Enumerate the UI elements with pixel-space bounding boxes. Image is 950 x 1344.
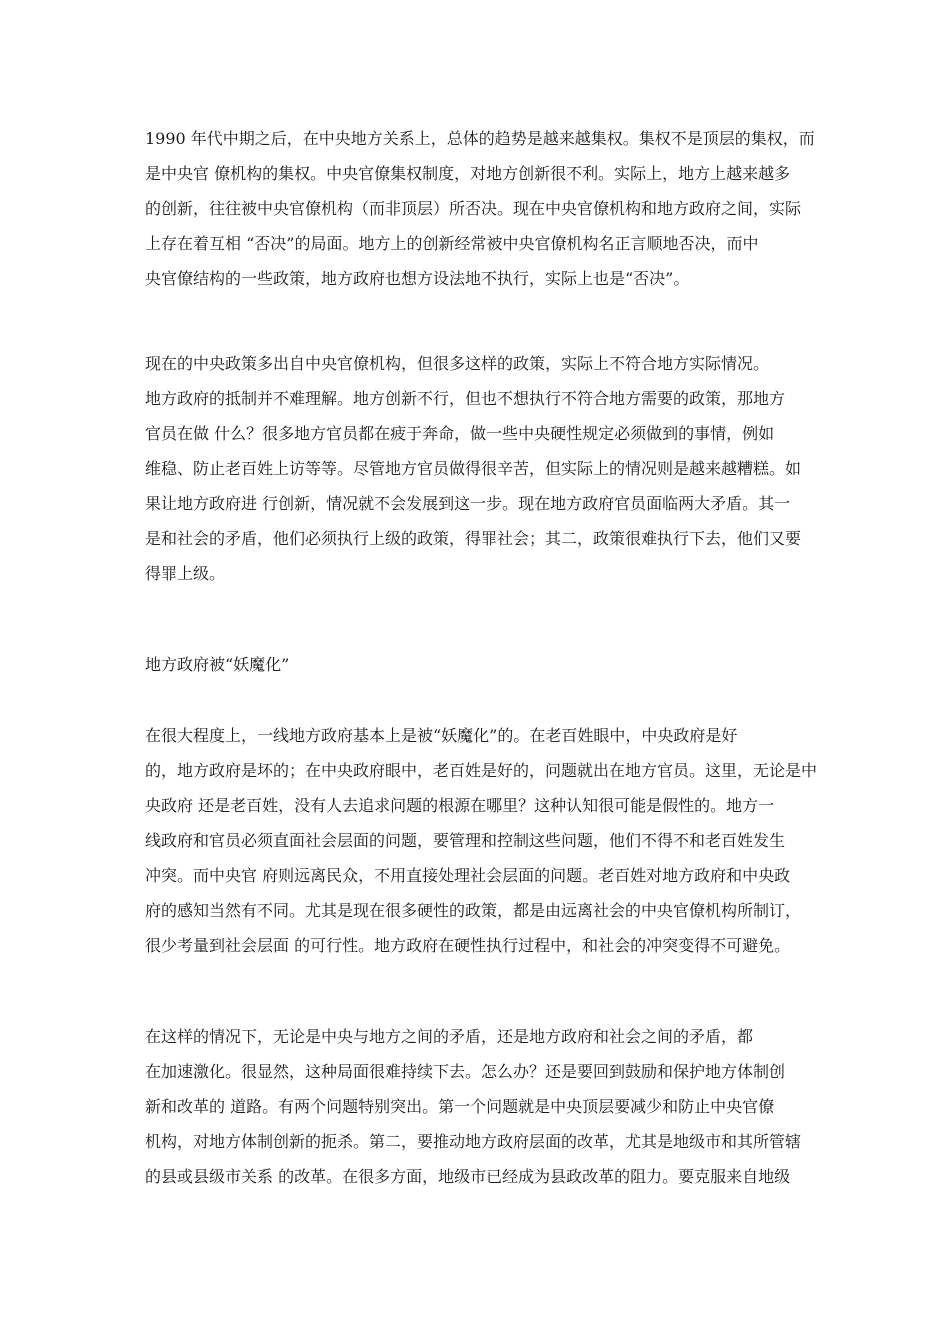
section-heading xyxy=(145,647,815,682)
text-line: 新和改革的 道路。有两个问题特别突出。第一个问题就是中央顶层要减少和防止中央官僚 xyxy=(145,1097,775,1116)
text-line: 央政府 还是老百姓，没有人去追求问题的根源在哪里？这种认知很可能是假性的。地方一 xyxy=(145,796,775,815)
text-line: 的创新，往往被中央官僚机构（而非顶层）所否决。现在中央官僚机构和地方政府之间，实际 xyxy=(145,199,802,218)
paragraph-2 xyxy=(145,346,815,591)
text-line: 冲突。而中央官 府则远离民众，不用直接处理社会层面的问题。老百姓对地方政府和中央政 xyxy=(145,866,791,885)
paragraph-4 xyxy=(145,1019,815,1194)
text-line: 府的感知当然有不同。尤其是现在很多硬性的政策，都是由远离社会的中央官僚机构所制订， xyxy=(145,901,802,920)
text-line: 机构，对地方体制创新的扼杀。第二，要推动地方政府层面的改革，尤其是地级市和其所管辖 xyxy=(145,1132,802,1151)
text-line: 现在的中央政策多出自中央官僚机构，但很多这样的政策，实际上不符合地方实际情况。 xyxy=(145,354,770,373)
paragraph-3 xyxy=(145,718,818,963)
text-line: 在加速激化。很显然，这种局面很难持续下去。怎么办？还是要回到鼓励和保护地方体制创 xyxy=(145,1062,786,1081)
text-line: 官员在做 什么？很多地方官员都在疲于奔命，做一些中央硬性规定必须做到的事情，例如 xyxy=(145,424,775,443)
text-line: 维稳、防止老百姓上访等等。尽管地方官员做得很辛苦，但实际上的情况则是越来越糟糕。如 xyxy=(145,459,802,478)
text-line: 的县或县级市关系 的改革。在很多方面，地级市已经成为县政改革的阻力。要克服来自地级 xyxy=(145,1167,791,1186)
text-line: 在很大程度上，一线地方政府基本上是被“妖魔化”的。在老百姓眼中，中央政府是好 xyxy=(145,726,738,745)
text-line: 很少考量到社会层面 的可行性。地方政府在硬性执行过程中，和社会的冲突变得不可避免。 xyxy=(145,936,791,955)
text-line: 果让地方政府进 行创新，情况就不会发展到这一步。现在地方政府官员面临两大矛盾。其一 xyxy=(145,494,791,513)
paragraph-1 xyxy=(145,121,815,296)
text-line: 1990 年代中期之后，在中央地方关系上，总体的趋势是越来越集权。集权不是顶层的集权，而 xyxy=(145,129,815,148)
text-line: 上存在着互相 “否决”的局面。地方上的创新经常被中央官僚机构名正言顺地否决，而中 xyxy=(145,234,759,253)
text-line: 线政府和官员必须直面社会层面的问题，要管理和控制这些问题，他们不得不和老百姓发生 xyxy=(145,831,786,850)
text-line: 在这样的情况下，无论是中央与地方之间的矛盾，还是地方政府和社会之间的矛盾，都 xyxy=(145,1027,754,1046)
text-line: 得罪上级。 xyxy=(145,564,226,583)
text-line: 央官僚结构的一些政策，地方政府也想方设法地不执行，实际上也是“否决”。 xyxy=(145,269,690,288)
section-heading-text: 地方政府被“妖魔化” xyxy=(145,655,290,674)
text-line: 地方政府的抵制并不难理解。地方创新不行，但也不想执行不符合地方需要的政策，那地方 xyxy=(145,389,786,408)
text-line: 是和社会的矛盾，他们必须执行上级的政策，得罪社会；其二，政策很难执行下去，他们又要 xyxy=(145,529,802,548)
text-line: 的，地方政府是坏的；在中央政府眼中，老百姓是好的，问题就出在地方官员。这里，无论是中 xyxy=(145,761,818,780)
text-line: 是中央官 僚机构的集权。中央官僚集权制度，对地方创新很不利。实际上，地方上越来越多 xyxy=(145,164,791,183)
